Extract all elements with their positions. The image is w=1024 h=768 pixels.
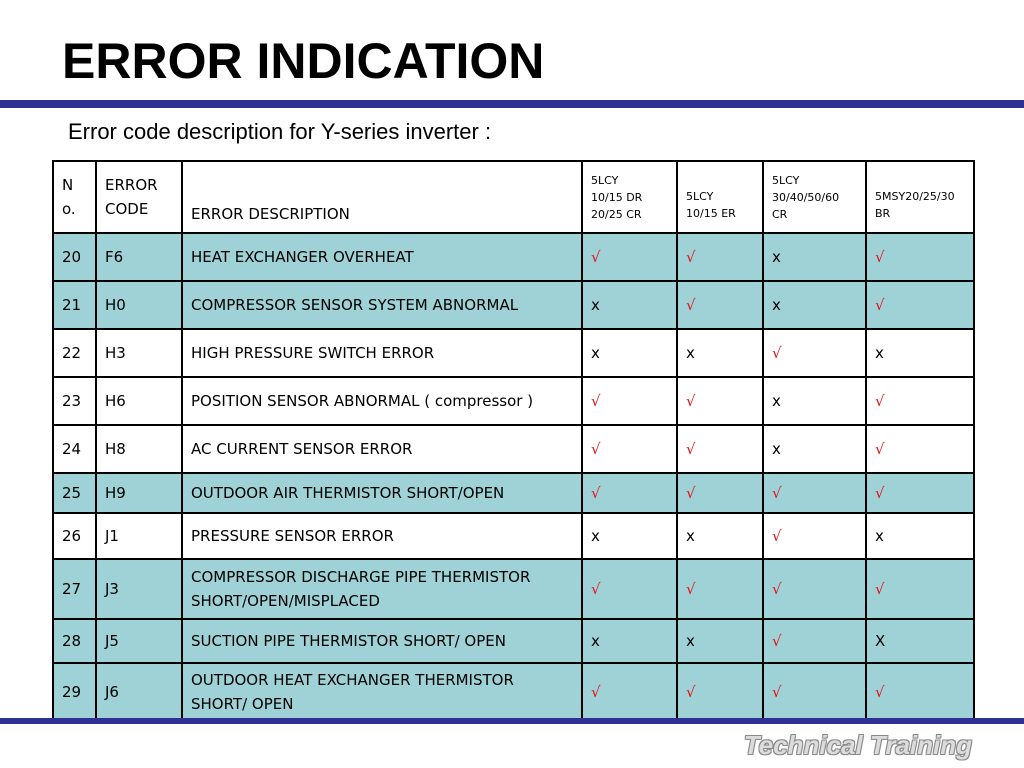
- row-number: 28: [53, 619, 96, 663]
- row-description: [182, 473, 582, 513]
- row-number: 27: [53, 559, 96, 619]
- row-description: [182, 377, 582, 425]
- table-header-row: [53, 161, 974, 233]
- description-line: HIGH PRESSURE SWITCH ERROR: [191, 344, 435, 362]
- row-model-2-support: √: [677, 233, 763, 281]
- row-model-1-support: √: [582, 377, 677, 425]
- table-row: [53, 281, 974, 329]
- description-line: SHORT/OPEN/MISPLACED: [191, 592, 380, 610]
- header-model-line: 5LCY: [591, 173, 619, 187]
- row-model-3-support: √: [763, 619, 866, 663]
- description-line: PRESSURE SENSOR ERROR: [191, 527, 394, 545]
- row-model-1-support: x: [582, 281, 677, 329]
- row-error-code: J3: [96, 559, 182, 619]
- row-model-3-support: √: [763, 559, 866, 619]
- row-model-3-support: x: [763, 281, 866, 329]
- row-model-1-support: √: [582, 233, 677, 281]
- row-model-2-support: x: [677, 619, 763, 663]
- table-row: [53, 425, 974, 473]
- row-model-3-support: √: [763, 473, 866, 513]
- row-model-2-support: √: [677, 559, 763, 619]
- row-description: [182, 233, 582, 281]
- row-model-2-support: x: [677, 513, 763, 559]
- header-model-line: 20/25 CR: [591, 207, 642, 221]
- description-line: SHORT/ OPEN: [191, 695, 294, 713]
- description-line: OUTDOOR HEAT EXCHANGER THERMISTOR: [191, 671, 514, 689]
- row-number: 24: [53, 425, 96, 473]
- header-model-line: 5LCY: [686, 190, 714, 203]
- row-model-2-support: √: [677, 425, 763, 473]
- row-model-3-support: √: [763, 513, 866, 559]
- row-model-2-support: √: [677, 281, 763, 329]
- header-model-3: [763, 161, 866, 233]
- header-model-line: CR: [772, 207, 788, 221]
- header-model-line: BR: [875, 207, 891, 220]
- header-no-line: N: [62, 176, 74, 194]
- table-row: [53, 329, 974, 377]
- row-error-code: H9: [96, 473, 182, 513]
- row-model-1-support: √: [582, 663, 677, 721]
- row-description: [182, 425, 582, 473]
- table-row: [53, 663, 974, 721]
- row-model-4-support: x: [866, 513, 974, 559]
- row-model-4-support: √: [866, 473, 974, 513]
- header-model-line: 5MSY20/25/30: [875, 190, 955, 203]
- footer-divider: [0, 718, 1024, 724]
- row-model-3-support: √: [763, 663, 866, 721]
- row-error-code: J1: [96, 513, 182, 559]
- row-model-1-support: x: [582, 513, 677, 559]
- row-model-1-support: x: [582, 329, 677, 377]
- header-error-code: [96, 161, 182, 233]
- row-number: 23: [53, 377, 96, 425]
- header-code-line: CODE: [105, 200, 149, 218]
- description-line: SUCTION PIPE THERMISTOR SHORT/ OPEN: [191, 632, 506, 650]
- row-model-4-support: √: [866, 559, 974, 619]
- header-model-4: [866, 161, 974, 233]
- header-model-line: 10/15 DR: [591, 190, 643, 204]
- row-model-2-support: √: [677, 377, 763, 425]
- row-model-2-support: √: [677, 663, 763, 721]
- row-model-1-support: √: [582, 559, 677, 619]
- row-error-code: H0: [96, 281, 182, 329]
- header-model-line: 30/40/50/60: [772, 190, 840, 204]
- header-model-1: [582, 161, 677, 233]
- description-line: COMPRESSOR SENSOR SYSTEM ABNORMAL: [191, 296, 519, 314]
- page-title: ERROR INDICATION: [62, 33, 545, 89]
- row-error-code: H6: [96, 377, 182, 425]
- row-number: 21: [53, 281, 96, 329]
- footer-brand: Technical Training: [743, 730, 972, 760]
- description-line: OUTDOOR AIR THERMISTOR SHORT/OPEN: [191, 484, 505, 502]
- row-number: 26: [53, 513, 96, 559]
- row-model-1-support: x: [582, 619, 677, 663]
- header-model-2: [677, 161, 763, 233]
- row-model-3-support: x: [763, 425, 866, 473]
- table-row: [53, 513, 974, 559]
- header-model-line: 10/15 ER: [686, 207, 736, 220]
- table-row: [53, 619, 974, 663]
- row-model-4-support: X: [866, 619, 974, 663]
- header-no-line: o.: [62, 200, 76, 218]
- row-error-code: F6: [96, 233, 182, 281]
- description-line: HEAT EXCHANGER OVERHEAT: [191, 248, 414, 266]
- description-line: COMPRESSOR DISCHARGE PIPE THERMISTOR: [191, 568, 531, 586]
- row-model-3-support: x: [763, 377, 866, 425]
- row-error-code: H8: [96, 425, 182, 473]
- row-model-2-support: √: [677, 473, 763, 513]
- table-row: [53, 233, 974, 281]
- title-divider: [0, 100, 1024, 108]
- row-model-4-support: x: [866, 329, 974, 377]
- row-description: [182, 559, 582, 619]
- description-line: POSITION SENSOR ABNORMAL ( compressor ): [191, 392, 534, 410]
- table-row: [53, 473, 974, 513]
- row-error-code: H3: [96, 329, 182, 377]
- row-number: 22: [53, 329, 96, 377]
- row-model-4-support: √: [866, 377, 974, 425]
- row-description: [182, 663, 582, 721]
- row-error-code: J5: [96, 619, 182, 663]
- row-description: [182, 329, 582, 377]
- row-number: 29: [53, 663, 96, 721]
- row-number: 20: [53, 233, 96, 281]
- error-code-table: [52, 160, 975, 722]
- table-row: [53, 377, 974, 425]
- header-error-description: ERROR DESCRIPTION: [182, 161, 582, 233]
- page-subtitle: Error code description for Y-series inverter :: [68, 119, 492, 144]
- row-model-3-support: √: [763, 329, 866, 377]
- row-model-2-support: x: [677, 329, 763, 377]
- row-model-4-support: √: [866, 663, 974, 721]
- row-description: [182, 619, 582, 663]
- header-no: [53, 161, 96, 233]
- row-description: [182, 513, 582, 559]
- row-number: 25: [53, 473, 96, 513]
- row-model-4-support: √: [866, 233, 974, 281]
- table-row: [53, 559, 974, 619]
- row-error-code: J6: [96, 663, 182, 721]
- row-model-1-support: √: [582, 425, 677, 473]
- header-model-line: 5LCY: [772, 173, 800, 187]
- row-model-1-support: √: [582, 473, 677, 513]
- description-line: AC CURRENT SENSOR ERROR: [191, 440, 413, 458]
- row-description: [182, 281, 582, 329]
- row-model-3-support: x: [763, 233, 866, 281]
- row-model-4-support: √: [866, 425, 974, 473]
- row-model-4-support: √: [866, 281, 974, 329]
- header-code-line: ERROR: [105, 176, 158, 194]
